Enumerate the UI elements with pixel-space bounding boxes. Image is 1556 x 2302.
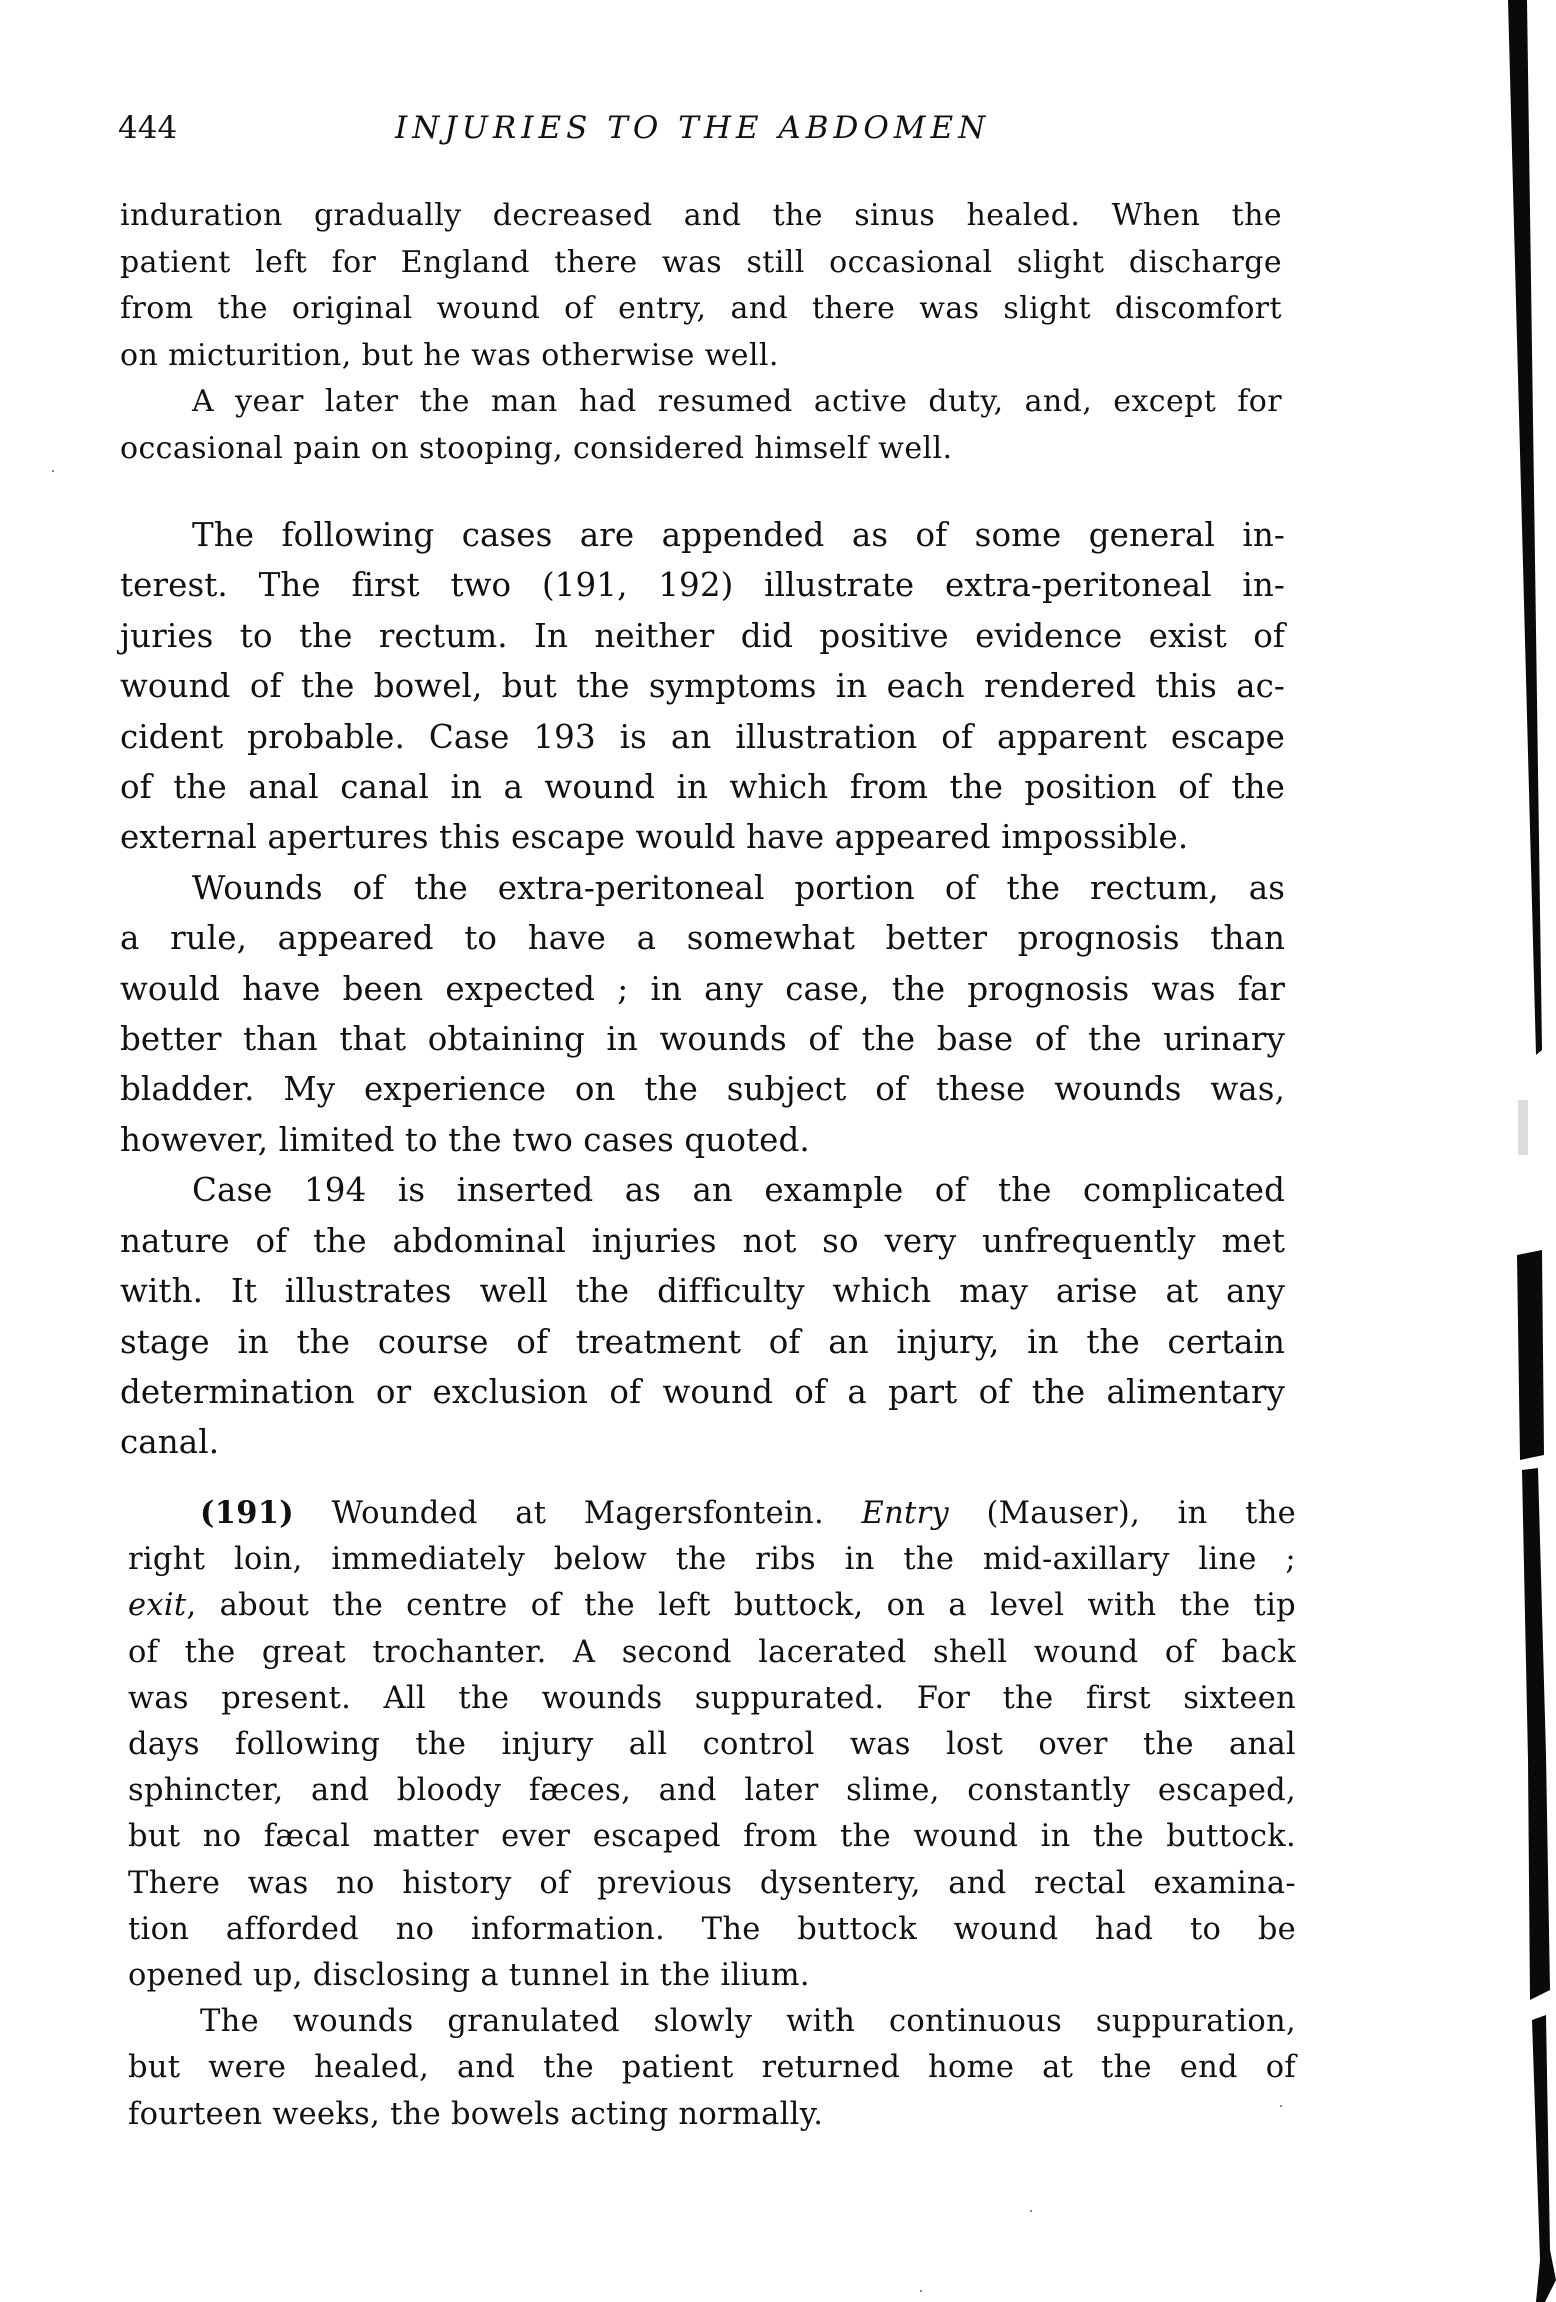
scan-speck: [920, 2290, 922, 2292]
text-line: A year later the man had resumed active duty, and, except for: [192, 384, 1282, 419]
text-line: stage in the course of treatment of an injury, in the certain: [120, 1322, 1285, 1361]
text-line: on micturition, but he was otherwise well.: [120, 337, 779, 373]
text-line: The wounds granulated slowly with continuous suppuration,: [200, 2004, 1296, 2040]
text-line: Wounds of the extra-peritoneal portion of the rectum, as: [192, 868, 1285, 907]
text-line: bladder. My experience on the subject of these wounds was,: [120, 1070, 1285, 1109]
text-line: fourteen weeks, the bowels acting normally.: [128, 2096, 824, 2132]
scan-speck: [1030, 2210, 1032, 2212]
text-line: The following cases are appended as of some general in-: [192, 516, 1285, 554]
text-line: juries to the rectum. In neither did positive evidence exist of: [120, 616, 1285, 655]
text-line: was present. All the wounds suppurated. For the first sixteen: [128, 1680, 1296, 1716]
paragraph: [120, 510, 1285, 863]
text-line: nature of the abdominal injuries not so very unfrequently met: [120, 1221, 1285, 1260]
text-line: sphincter, and bloody fæces, and later slime, constantly escaped,: [128, 1773, 1296, 1809]
text-line: There was no history of previous dysentery, and rectal examina-: [128, 1865, 1296, 1901]
text-line: induration gradually decreased and the sinus healed. When the: [120, 198, 1282, 233]
text-line: a rule, appeared to have a somewhat better prognosis than: [120, 919, 1285, 958]
paragraph: [128, 1999, 1296, 2138]
text-run: Wounded at Magersfontein.: [331, 1496, 824, 1531]
paragraph: [120, 193, 1282, 379]
text-line: tion afforded no information. The buttock wound had to be: [128, 1911, 1296, 1947]
edge-shadow-segment: [1532, 2015, 1556, 2302]
italic-term: Entry: [861, 1496, 949, 1531]
scan-speck: [1280, 2105, 1282, 2107]
text-line: better than that obtaining in wounds of the base of the urinary: [120, 1020, 1285, 1059]
text-line: [128, 1490, 1296, 1537]
text-line: however, limited to the two cases quoted.: [120, 1120, 810, 1159]
text-line: patient left for England there was still occasional slight discharge: [120, 244, 1282, 280]
text-line: right loin, immediately below the ribs in the mid-axillary line ;: [128, 1542, 1296, 1578]
edge-shadow-upper: [1508, 0, 1542, 1055]
edge-speckle: [1518, 1100, 1528, 1155]
text-line: of the great trochanter. A second lacerated shell wound of back: [128, 1634, 1296, 1670]
text-line: opened up, disclosing a tunnel in the ilium.: [128, 1958, 810, 1994]
text-run: (Mauser), in the: [986, 1496, 1296, 1531]
text-line: occasional pain on stooping, considered himself well.: [120, 430, 953, 466]
text-line: determination or exclusion of wound of a part of the alimentary: [120, 1372, 1285, 1411]
text-line: canal.: [120, 1423, 220, 1462]
italic-term: exit: [128, 1588, 187, 1624]
edge-shadow-segment: [1522, 1468, 1550, 2000]
text-line: but no fæcal matter ever escaped from the wound in the buttock.: [128, 1819, 1296, 1855]
text-line: days following the injury all control was lost over the anal: [128, 1727, 1296, 1763]
continued-case-text: [120, 193, 1282, 472]
text-run: , about the centre of the left buttock, on a level with the tip: [186, 1588, 1296, 1624]
text-line: [128, 1583, 1296, 1629]
text-line: terest. The first two (191, 192) illustrate extra-peritoneal in-: [120, 566, 1285, 605]
paragraph: [120, 1165, 1285, 1467]
case-191: [128, 1490, 1296, 2138]
text-line: external apertures this escape would have appeared impossible.: [120, 818, 1189, 857]
text-line: with. It illustrates well the difficulty which may arise at any: [120, 1272, 1285, 1311]
edge-shadow-segment: [1517, 1250, 1544, 1460]
paragraph: [120, 863, 1285, 1165]
text-line: of the anal canal in a wound in which from the position of the: [120, 768, 1285, 807]
case-number: (191): [200, 1495, 295, 1531]
paragraph: [128, 1490, 1296, 1999]
text-line: would have been expected ; in any case, the prognosis was far: [120, 969, 1285, 1008]
text-line: wound of the bowel, but the symptoms in each rendered this ac-: [120, 667, 1285, 706]
text-line: but were healed, and the patient returned home at the end of: [128, 2050, 1296, 2086]
paragraph: [120, 379, 1282, 472]
scan-speck: [52, 470, 54, 472]
introductory-discussion: [120, 510, 1285, 1468]
running-head: [118, 110, 1288, 150]
page-edge-shadow: [1480, 0, 1556, 2302]
page-number: 444: [118, 110, 178, 146]
text-line: Case 194 is inserted as an example of the complicated: [192, 1171, 1285, 1210]
text-line: from the original wound of entry, and there was slight discomfort: [120, 291, 1282, 326]
running-title: INJURIES TO THE ABDOMEN: [395, 110, 991, 146]
text-line: cident probable. Case 193 is an illustration of apparent escape: [120, 717, 1285, 756]
